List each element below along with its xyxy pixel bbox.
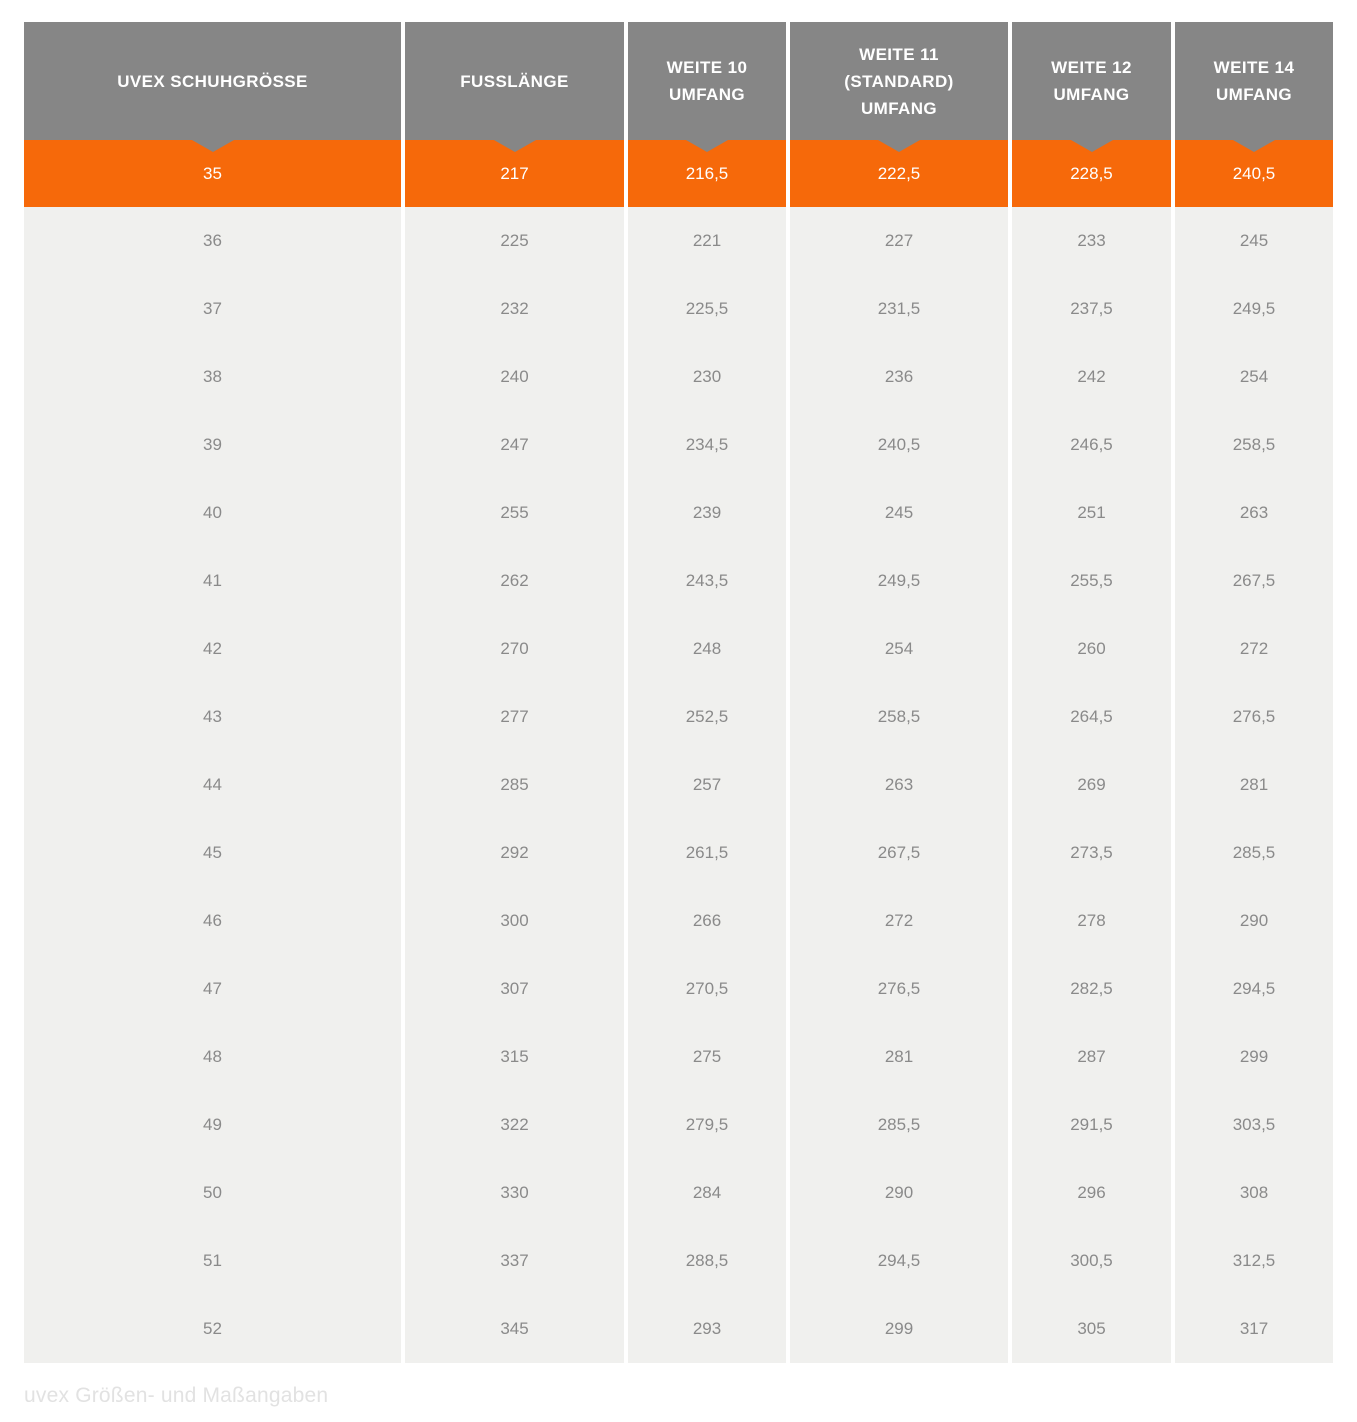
cell: 216,5 bbox=[628, 140, 786, 207]
cell: 296 bbox=[1012, 1159, 1171, 1227]
cell: 287 bbox=[1012, 1023, 1171, 1091]
cell: 225,5 bbox=[628, 275, 786, 343]
cell: 263 bbox=[790, 751, 1008, 819]
cell: 258,5 bbox=[1175, 411, 1333, 479]
table-row bbox=[24, 1091, 1333, 1159]
cell: 345 bbox=[405, 1295, 624, 1363]
cell: 300,5 bbox=[1012, 1227, 1171, 1295]
cell: 35 bbox=[24, 140, 401, 207]
size-table bbox=[24, 22, 1333, 1363]
header-cell bbox=[628, 22, 786, 140]
cell: 36 bbox=[24, 207, 401, 275]
cell: 52 bbox=[24, 1295, 401, 1363]
cell: 299 bbox=[790, 1295, 1008, 1363]
cell: 239 bbox=[628, 479, 786, 547]
cell: 276,5 bbox=[1175, 683, 1333, 751]
table-row bbox=[24, 1295, 1333, 1363]
cell: 254 bbox=[1175, 343, 1333, 411]
cell: 261,5 bbox=[628, 819, 786, 887]
header-cell bbox=[1012, 22, 1171, 140]
cell: 315 bbox=[405, 1023, 624, 1091]
cell: 277 bbox=[405, 683, 624, 751]
table-row bbox=[24, 207, 1333, 275]
header-cell-label: (STANDARD) bbox=[844, 71, 954, 91]
cell: 257 bbox=[628, 751, 786, 819]
header-cell-label: WEITE 10 bbox=[666, 58, 748, 77]
cell: 49 bbox=[24, 1091, 401, 1159]
caret-down-icon bbox=[494, 140, 536, 152]
cell: 43 bbox=[24, 683, 401, 751]
cell: 233 bbox=[1012, 207, 1171, 275]
table-row bbox=[24, 683, 1333, 751]
cell: 300 bbox=[405, 887, 624, 955]
cell: 337 bbox=[405, 1227, 624, 1295]
cell: 273,5 bbox=[1012, 819, 1171, 887]
cell: 294,5 bbox=[790, 1227, 1008, 1295]
table-row bbox=[24, 751, 1333, 819]
cell: 231,5 bbox=[790, 275, 1008, 343]
cell: 46 bbox=[24, 887, 401, 955]
cell: 278 bbox=[1012, 887, 1171, 955]
cell: 243,5 bbox=[628, 547, 786, 615]
cell: 41 bbox=[24, 547, 401, 615]
cell: 264,5 bbox=[1012, 683, 1171, 751]
caret-down-icon bbox=[686, 140, 728, 152]
header-cell-label: WEITE 14 bbox=[1213, 58, 1295, 77]
cell: 260 bbox=[1012, 615, 1171, 683]
cell: 267,5 bbox=[1175, 547, 1333, 615]
cell: 317 bbox=[1175, 1295, 1333, 1363]
header-cell bbox=[405, 22, 624, 140]
table-header-row bbox=[24, 22, 1333, 140]
table-row bbox=[24, 343, 1333, 411]
cell: 282,5 bbox=[1012, 955, 1171, 1023]
caret-down-icon bbox=[192, 140, 234, 152]
cell: 299 bbox=[1175, 1023, 1333, 1091]
table-row bbox=[24, 1023, 1333, 1091]
cell: 240 bbox=[405, 343, 624, 411]
cell: 291,5 bbox=[1012, 1091, 1171, 1159]
cell: 263 bbox=[1175, 479, 1333, 547]
cell: 307 bbox=[405, 955, 624, 1023]
cell: 240,5 bbox=[790, 411, 1008, 479]
table-row bbox=[24, 479, 1333, 547]
cell: 48 bbox=[24, 1023, 401, 1091]
cell: 330 bbox=[405, 1159, 624, 1227]
header-cell bbox=[1175, 22, 1333, 140]
table-body bbox=[24, 140, 1333, 1363]
header-cell-label: UMFANG bbox=[1215, 85, 1293, 104]
cell: 285,5 bbox=[790, 1091, 1008, 1159]
cell: 227 bbox=[790, 207, 1008, 275]
caret-down-icon bbox=[878, 140, 920, 152]
cell: 275 bbox=[628, 1023, 786, 1091]
cell: 285,5 bbox=[1175, 819, 1333, 887]
cell: 255,5 bbox=[1012, 547, 1171, 615]
cell: 279,5 bbox=[628, 1091, 786, 1159]
cell: 290 bbox=[1175, 887, 1333, 955]
cell: 284 bbox=[628, 1159, 786, 1227]
caret-down-icon bbox=[1071, 140, 1113, 152]
cell: 234,5 bbox=[628, 411, 786, 479]
cell: 40 bbox=[24, 479, 401, 547]
cell: 39 bbox=[24, 411, 401, 479]
cell: 276,5 bbox=[790, 955, 1008, 1023]
cell: 37 bbox=[24, 275, 401, 343]
cell: 262 bbox=[405, 547, 624, 615]
cell: 217 bbox=[405, 140, 624, 207]
cell: 270,5 bbox=[628, 955, 786, 1023]
header-cell bbox=[790, 22, 1008, 140]
cell: 51 bbox=[24, 1227, 401, 1295]
header-cell bbox=[24, 22, 401, 140]
table-row bbox=[24, 547, 1333, 615]
cell: 45 bbox=[24, 819, 401, 887]
cell: 292 bbox=[405, 819, 624, 887]
table-row bbox=[24, 411, 1333, 479]
cell: 303,5 bbox=[1175, 1091, 1333, 1159]
cell: 240,5 bbox=[1175, 140, 1333, 207]
cell: 47 bbox=[24, 955, 401, 1023]
cell: 42 bbox=[24, 615, 401, 683]
table-row bbox=[24, 615, 1333, 683]
cell: 305 bbox=[1012, 1295, 1171, 1363]
cell: 312,5 bbox=[1175, 1227, 1333, 1295]
cell: 267,5 bbox=[790, 819, 1008, 887]
cell: 281 bbox=[790, 1023, 1008, 1091]
cell: 285 bbox=[405, 751, 624, 819]
cell: 50 bbox=[24, 1159, 401, 1227]
cell: 251 bbox=[1012, 479, 1171, 547]
header-cell-label: UMFANG bbox=[668, 85, 746, 104]
cell: 322 bbox=[405, 1091, 624, 1159]
cell: 258,5 bbox=[790, 683, 1008, 751]
cell: 221 bbox=[628, 207, 786, 275]
cell: 237,5 bbox=[1012, 275, 1171, 343]
cell: 252,5 bbox=[628, 683, 786, 751]
cell: 272 bbox=[790, 887, 1008, 955]
cell: 255 bbox=[405, 479, 624, 547]
cell: 288,5 bbox=[628, 1227, 786, 1295]
cell: 308 bbox=[1175, 1159, 1333, 1227]
cell: 245 bbox=[1175, 207, 1333, 275]
cell: 246,5 bbox=[1012, 411, 1171, 479]
cell: 245 bbox=[790, 479, 1008, 547]
table-row bbox=[24, 1227, 1333, 1295]
cell: 248 bbox=[628, 615, 786, 683]
caret-down-icon bbox=[1233, 140, 1275, 152]
header-cell-label: WEITE 12 bbox=[1051, 58, 1132, 77]
cell: 294,5 bbox=[1175, 955, 1333, 1023]
table-row bbox=[24, 275, 1333, 343]
cell: 281 bbox=[1175, 751, 1333, 819]
cell: 242 bbox=[1012, 343, 1171, 411]
cell: 266 bbox=[628, 887, 786, 955]
cell: 44 bbox=[24, 751, 401, 819]
cell: 272 bbox=[1175, 615, 1333, 683]
cell: 290 bbox=[790, 1159, 1008, 1227]
cell: 254 bbox=[790, 615, 1008, 683]
cell: 228,5 bbox=[1012, 140, 1171, 207]
cell: 269 bbox=[1012, 751, 1171, 819]
cell: 236 bbox=[790, 343, 1008, 411]
header-cell-label: UVEX SCHUHGRÖSSE bbox=[117, 71, 308, 91]
cell: 232 bbox=[405, 275, 624, 343]
table-caption: uvex Größen- und Maßangaben bbox=[24, 1384, 329, 1407]
cell: 38 bbox=[24, 343, 401, 411]
header-cell-label: UMFANG bbox=[1053, 85, 1130, 104]
cell: 270 bbox=[405, 615, 624, 683]
cell: 230 bbox=[628, 343, 786, 411]
table-row bbox=[24, 887, 1333, 955]
table-row bbox=[24, 819, 1333, 887]
header-cell-label: FUSSLÄNGE bbox=[460, 71, 569, 91]
table-row bbox=[24, 955, 1333, 1023]
cell: 225 bbox=[405, 207, 624, 275]
header-cell-label: UMFANG bbox=[860, 98, 938, 118]
cell: 249,5 bbox=[1175, 275, 1333, 343]
header-cell-label: WEITE 11 bbox=[859, 44, 939, 64]
table-row bbox=[24, 1159, 1333, 1227]
cell: 293 bbox=[628, 1295, 786, 1363]
cell: 247 bbox=[405, 411, 624, 479]
cell: 222,5 bbox=[790, 140, 1008, 207]
cell: 249,5 bbox=[790, 547, 1008, 615]
